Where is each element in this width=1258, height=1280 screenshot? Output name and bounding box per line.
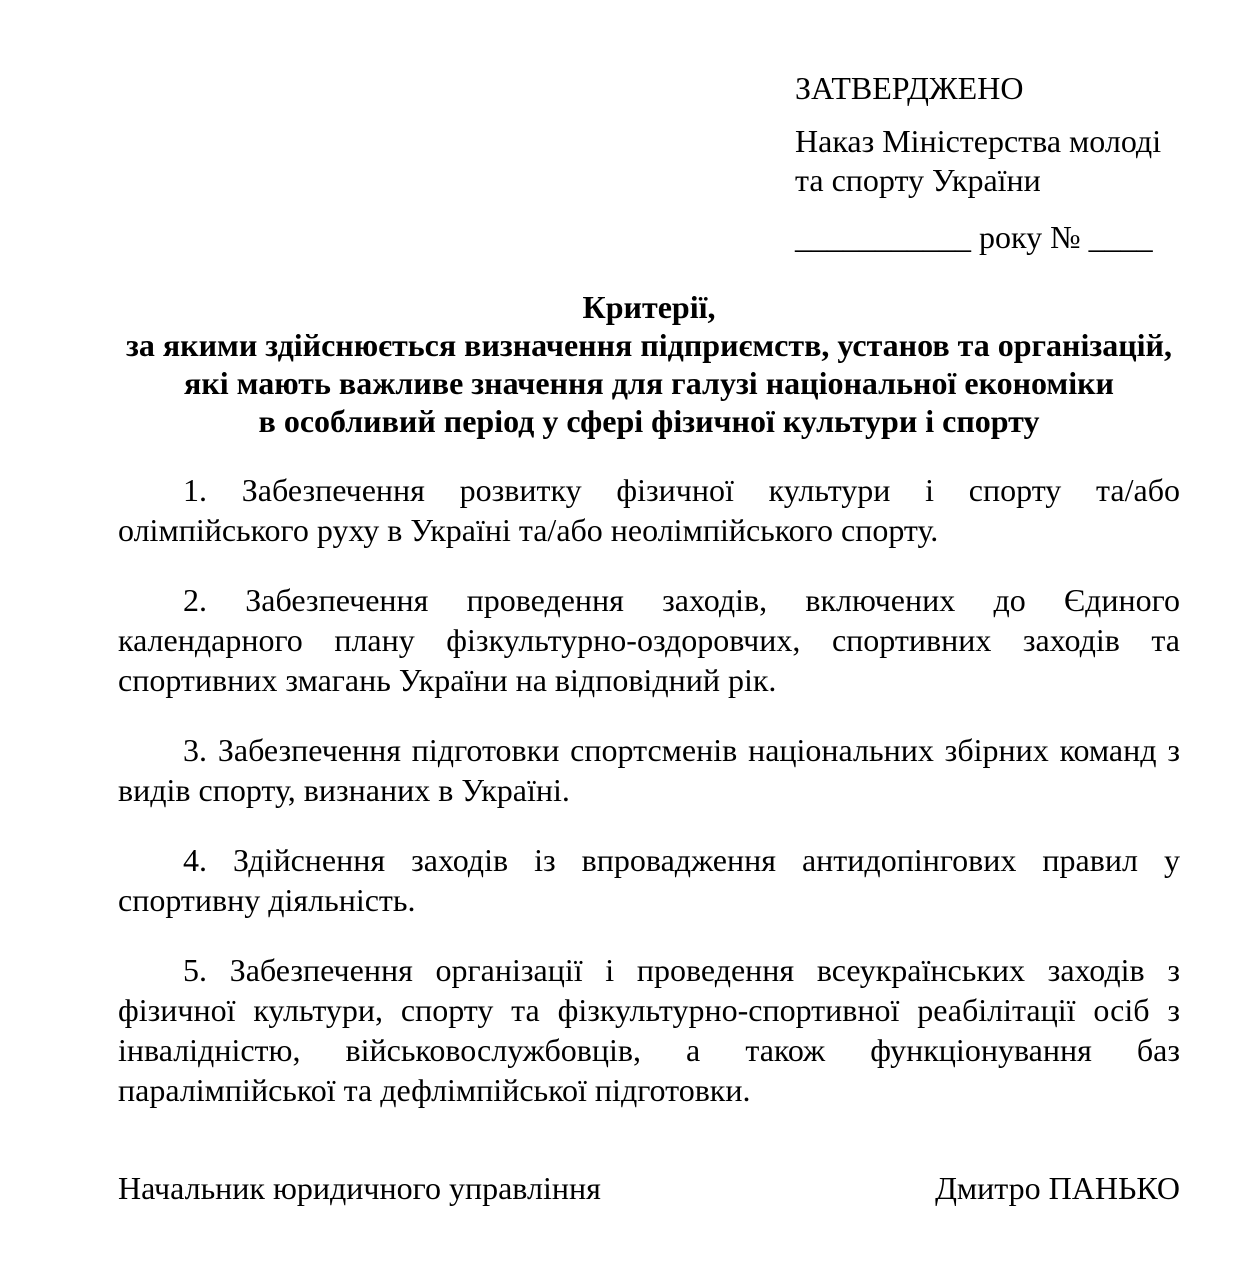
body-paragraph-3: 3. Забезпечення підготовки спортсменів національних збірних команд з видів спорту, визнаних в Україні. xyxy=(118,732,1180,808)
title-line-4: в особливий період у сфері фізичної культури і спорту xyxy=(258,403,1040,439)
signature-row xyxy=(118,1168,1180,1208)
document-title xyxy=(118,288,1180,440)
approval-order-line2: та спорту України xyxy=(795,162,1041,198)
signature-name: Дмитро ПАНЬКО xyxy=(935,1170,1180,1206)
body-paragraph-2: 2. Забезпечення проведення заходів, включених до Єдиного календарного плану фізкультурно-оздоровчих, спортивних заходів та спортивних змагань України на відповідний рік. xyxy=(118,582,1180,698)
title-line-1: Критерії, xyxy=(582,289,716,325)
body-paragraph-1: 1. Забезпечення розвитку фізичної культури і спорту та/або олімпійського руху в Україні та/або неолімпійського спорту. xyxy=(118,472,1180,548)
title-line-3: які мають важливе значення для галузі національної економіки xyxy=(184,365,1114,401)
body-paragraph-4: 4. Здійснення заходів із впровадження антидопінгових правил у спортивну діяльність. xyxy=(118,842,1180,918)
approval-block xyxy=(795,68,1161,257)
document-body xyxy=(118,470,1180,1140)
approval-date-number-line: ___________ року № ____ xyxy=(795,219,1153,255)
approval-stamp: ЗАТВЕРДЖЕНО xyxy=(795,70,1024,106)
body-paragraph-5: 5. Забезпечення організації і проведення всеукраїнських заходів з фізичної культури, спорту та фізкультурно-спортивної реабілітації осіб з інвалідністю, військовослужбовців, а також функціонування баз паралімпійської та дефлімпійської підготовки. xyxy=(118,952,1180,1108)
signature-position: Начальник юридичного управління xyxy=(118,1170,601,1206)
approval-order-line1: Наказ Міністерства молоді xyxy=(795,123,1162,159)
approval-order xyxy=(795,122,1161,200)
title-line-2: за якими здійснюється визначення підприємств, установ та організацій, xyxy=(126,327,1172,363)
